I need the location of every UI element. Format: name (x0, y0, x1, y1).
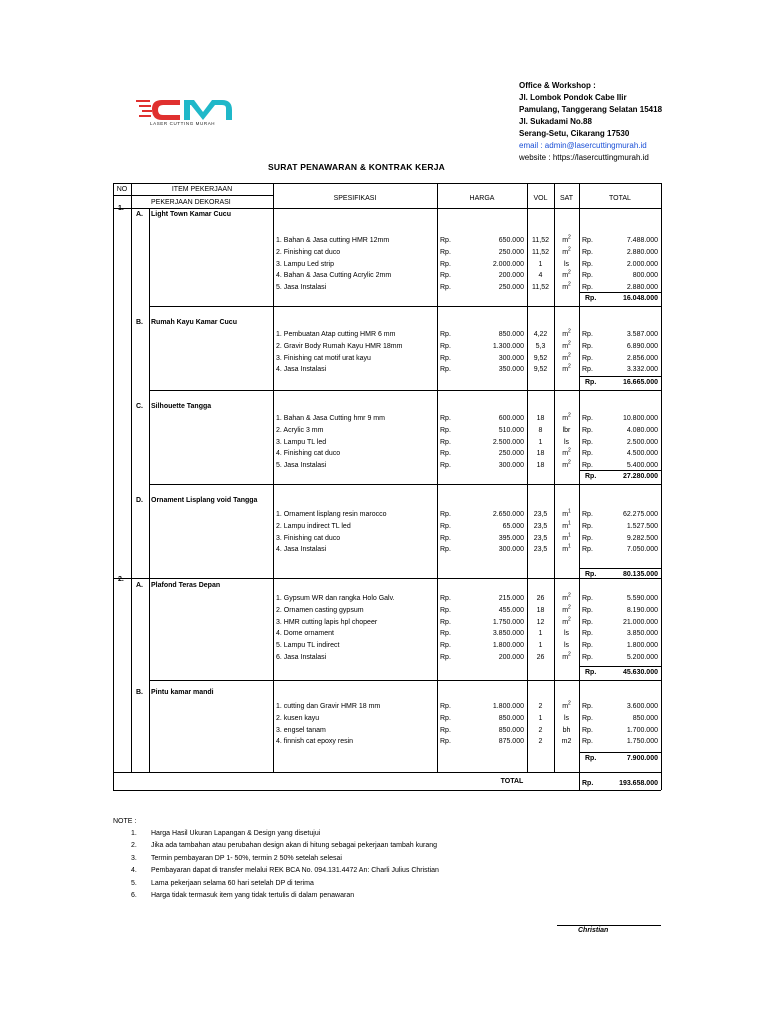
table-rule (149, 484, 661, 485)
item-vol: 23,5 (533, 546, 548, 554)
item-total: 7.488.000 (626, 237, 658, 244)
item-spec: 1. Pembuatan Atap cutting HMR 6 mm (276, 331, 396, 338)
item-total: 5.590.000 (626, 595, 658, 602)
item-sat: $m^2$ (562, 459, 571, 470)
subtotal-rp: Rp. (585, 379, 597, 386)
table-rule (579, 376, 661, 377)
table-rule (273, 183, 274, 772)
item-sat: $m^2$ (562, 364, 571, 374)
item-harga: 510.000 (498, 426, 524, 434)
table-rule (579, 292, 661, 293)
item-sat: $m^2$ (562, 700, 571, 710)
item-harga: 65.000 (502, 522, 524, 530)
group-name: Plafond Teras Depan (151, 582, 221, 589)
item-total-rp: Rp. (582, 642, 593, 650)
item-vol: 12 (536, 618, 545, 626)
item-vol: 9,52 (533, 366, 548, 374)
subtotal: 45.630.000 (622, 669, 658, 676)
note-number: 4. (131, 867, 137, 875)
item-rp: Rp. (440, 450, 451, 458)
item-spec: 4. Jasa Instalasi (276, 366, 327, 374)
item-rp: Rp. (440, 438, 451, 446)
item-total-rp: Rp. (582, 354, 593, 362)
item-rp: Rp. (440, 714, 451, 722)
item-sat: $m^2$ (562, 592, 571, 602)
item-total-rp: Rp. (582, 415, 593, 422)
item-vol: 11,52 (532, 284, 549, 292)
table-rule (579, 666, 661, 667)
item-sat: $m^2$ (562, 281, 571, 292)
item-vol: 26 (536, 595, 545, 602)
item-rp: Rp. (440, 462, 451, 470)
item-spec: 3. engsel tanam (276, 726, 326, 734)
item-total-rp: Rp. (582, 534, 593, 542)
item-sat: $m^2$ (562, 328, 571, 338)
item-rp: Rp. (440, 618, 451, 626)
subtotal-rp: Rp. (585, 295, 597, 302)
item-harga: 1.300.000 (492, 342, 524, 350)
item-spec: 2. kusen kayu (276, 714, 320, 722)
item-spec: 2. Acrylic 3 mm (276, 426, 324, 434)
item-vol: 23,5 (533, 522, 548, 530)
item-total: 2.856.000 (626, 354, 658, 362)
item-rp: Rp. (440, 511, 451, 518)
item-vol: 23,5 (533, 534, 548, 542)
item-sat: $m^1$ (562, 508, 571, 518)
table-rule (579, 183, 580, 790)
item-harga: 200.000 (498, 272, 524, 280)
item-spec: 1. Bahan & Jasa cutting HMR 12mm (276, 237, 390, 244)
item-harga: 1.750.000 (492, 618, 524, 626)
grand-total-value: 193.658.000 (619, 780, 658, 787)
table-rule (579, 752, 661, 753)
group-letter: A. (136, 582, 143, 589)
item-harga: 850.000 (498, 331, 524, 338)
table-rule (113, 183, 114, 790)
item-total-rp: Rp. (582, 260, 593, 268)
item-rp: Rp. (440, 415, 451, 422)
item-vol: 1 (538, 630, 543, 638)
item-rp: Rp. (440, 642, 451, 650)
item-rp: Rp. (440, 546, 451, 554)
item-spec: 2. Lampu indirect TL led (276, 522, 351, 530)
item-total: 21.000.000 (622, 618, 658, 626)
item-spec: 4. Jasa Instalasi (276, 546, 327, 554)
item-rp: Rp. (440, 726, 451, 734)
item-harga: 1.800.000 (492, 703, 524, 710)
item-harga: 350.000 (498, 366, 524, 374)
item-sat: lbr (562, 426, 571, 434)
item-spec: 4. finnish cat epoxy resin (276, 738, 354, 746)
item-total-rp: Rp. (582, 366, 593, 374)
item-total-rp: Rp. (582, 618, 593, 626)
item-spec: 3. Finishing cat motif urat kayu (276, 354, 371, 362)
item-sat: ls (563, 642, 570, 650)
item-sat: $m^2$ (562, 651, 571, 661)
item-sat: $m^2$ (562, 352, 571, 362)
subtotal: 27.280.000 (622, 473, 658, 480)
item-rp: Rp. (440, 260, 451, 268)
group-letter: B. (136, 689, 143, 696)
item-rp: Rp. (440, 703, 451, 710)
item-spec: 2. Finishing cat duco (276, 248, 341, 256)
item-total-rp: Rp. (582, 703, 593, 710)
item-rp: Rp. (440, 654, 451, 661)
header-spec: SPESIFIKASI (333, 195, 377, 202)
item-total: 7.050.000 (626, 546, 658, 554)
item-vol: 18 (536, 462, 545, 470)
item-total: 2.500.000 (626, 438, 658, 446)
item-spec: 5. Jasa Instalasi (276, 284, 327, 292)
item-spec: 3. Lampu Led strip (276, 260, 334, 268)
item-rp: Rp. (440, 426, 451, 434)
item-rp: Rp. (440, 272, 451, 280)
website-link[interactable]: https://lasercuttingmurah.id (552, 153, 649, 162)
item-sat: ls (563, 438, 570, 446)
group-name: Ornament Lisplang void Tangga (151, 497, 258, 504)
item-spec: 2. Gravir Body Rumah Kayu HMR 18mm (276, 342, 403, 350)
item-total: 3.332.000 (626, 366, 658, 374)
item-spec: 3. HMR cutting lapis hpl chopeer (276, 618, 378, 626)
item-rp: Rp. (440, 366, 451, 374)
item-total-rp: Rp. (582, 342, 593, 350)
item-harga: 250.000 (498, 450, 524, 458)
office-line: Jl. Sukadami No.88 (519, 117, 592, 126)
item-vol: 18 (536, 606, 545, 614)
website-label: website : (519, 153, 551, 162)
group-letter: D. (136, 497, 143, 504)
item-harga: 1.800.000 (492, 642, 524, 650)
email-link[interactable]: admin@lasercuttingmurah.id (544, 141, 647, 150)
signature-name: Christian (578, 927, 609, 934)
table-rule (149, 680, 661, 681)
subtotal: 16.048.000 (622, 295, 658, 302)
item-total-rp: Rp. (582, 426, 593, 434)
email-label: email : (519, 141, 543, 150)
item-total-rp: Rp. (582, 272, 593, 280)
item-total-rp: Rp. (582, 714, 593, 722)
note-number: 6. (131, 892, 137, 899)
item-harga: 600.000 (498, 415, 524, 422)
table-rule (579, 470, 661, 471)
item-spec: 5. Jasa Instalasi (276, 462, 327, 470)
group-number: 1. (118, 205, 124, 212)
table-rule (149, 390, 661, 391)
item-vol: 4 (538, 272, 543, 280)
item-harga: 3.850.000 (492, 630, 524, 638)
table-rule (527, 183, 528, 772)
group-letter: A. (136, 211, 143, 218)
item-sat: $m^1$ (562, 520, 571, 530)
group-letter: C. (136, 403, 143, 410)
item-vol: 2 (538, 703, 543, 710)
item-total-rp: Rp. (582, 522, 593, 530)
item-harga: 300.000 (498, 462, 524, 470)
item-spec: 1. cutting dan Gravir HMR 18 mm (276, 703, 381, 710)
item-vol: 2 (538, 738, 543, 746)
item-spec: 4. Dome ornament (276, 630, 334, 638)
note-text: Termin pembayaran DP 1- 50%, termin 2 50% setelah selesai (151, 854, 342, 862)
item-spec: 1. Bahan & Jasa Cutting hmr 9 mm (276, 415, 385, 422)
note-text: Lama pekerjaan selama 60 hari setelah DP di terima (151, 879, 314, 887)
item-vol: 18 (536, 450, 545, 458)
subtotal: 7.900.000 (626, 755, 658, 762)
table-rule (554, 183, 555, 772)
item-rp: Rp. (440, 248, 451, 256)
item-spec: 1. Gypsum WR dan rangka Holo Galv. (276, 595, 395, 602)
item-total: 5.200.000 (626, 654, 658, 661)
group-number: 2. (118, 576, 124, 583)
item-rp: Rp. (440, 237, 451, 244)
table-rule (113, 195, 273, 196)
item-spec: 5. Lampu TL indirect (276, 642, 340, 650)
logo-tagline: LASER CUTTING MURAH (150, 121, 216, 126)
item-total-rp: Rp. (582, 546, 593, 554)
subtotal-rp: Rp. (585, 571, 597, 578)
item-rp: Rp. (440, 354, 451, 362)
item-sat: $m^2$ (562, 234, 571, 244)
item-harga: 200.000 (498, 654, 524, 661)
item-spec: 3. Finishing cat duco (276, 534, 341, 542)
table-rule (113, 208, 273, 209)
note-text: Pembayaran dapat di transfer melalui REK BCA No. 094.131.4472 An: Charli Julius Christian (151, 867, 439, 875)
item-sat: $m^1$ (562, 544, 571, 554)
item-total: 1.527.500 (626, 522, 658, 530)
item-harga: 455.000 (498, 606, 524, 614)
item-sat: $m^2$ (562, 270, 571, 280)
table-rule (131, 183, 132, 772)
item-rp: Rp. (440, 534, 451, 542)
header-vol: VOL (533, 195, 548, 202)
item-harga: 875.000 (498, 738, 524, 746)
item-vol: 1 (538, 438, 543, 446)
document-title: SURAT PENAWARAN & KONTRAK KERJA (268, 162, 445, 172)
item-harga: 300.000 (498, 546, 524, 554)
grand-total-rp: Rp. (582, 780, 594, 787)
item-total-rp: Rp. (582, 331, 593, 338)
item-total-rp: Rp. (582, 606, 593, 614)
signature-line (557, 925, 661, 926)
item-total-rp: Rp. (582, 654, 593, 661)
item-total: 6.890.000 (626, 342, 658, 350)
item-total: 4.500.000 (626, 450, 658, 458)
group-name: Silhouette Tangga (151, 403, 212, 410)
item-sat: $m^2$ (562, 448, 571, 458)
item-harga: 2.650.000 (492, 511, 524, 518)
table-rule (661, 183, 662, 790)
item-total-rp: Rp. (582, 438, 593, 446)
item-rp: Rp. (440, 331, 451, 338)
item-harga: 850.000 (498, 726, 524, 734)
subtotal-rp: Rp. (585, 669, 597, 676)
item-vol: 1 (538, 642, 543, 650)
item-vol: 9,52 (533, 354, 548, 362)
table-rule (437, 183, 438, 772)
item-rp: Rp. (440, 595, 451, 602)
table-rule (113, 790, 661, 791)
item-total: 10.800.000 (622, 415, 658, 422)
item-harga: 2.000.000 (492, 260, 524, 268)
group-letter: B. (136, 319, 143, 326)
group-name: Rumah Kayu Kamar Cucu (151, 319, 237, 326)
item-total-rp: Rp. (582, 738, 593, 746)
item-vol: 11,52 (532, 237, 549, 244)
item-total-rp: Rp. (582, 726, 593, 734)
header-item: ITEM PEKERJAAN (171, 186, 233, 193)
subtotal: 16.665.000 (622, 379, 658, 386)
item-sat: $m^2$ (562, 340, 571, 350)
item-total: 3.587.000 (626, 331, 658, 338)
subtotal-rp: Rp. (585, 755, 597, 762)
item-total-rp: Rp. (582, 237, 593, 244)
office-line: Office & Workshop : (519, 81, 596, 90)
item-total: 3.600.000 (626, 703, 658, 710)
office-line: Jl. Lombok Pondok Cabe Ilir (519, 93, 627, 102)
item-sat: $m^2$ (562, 616, 571, 626)
table-rule (579, 568, 661, 569)
notes-label: NOTE : (113, 818, 137, 825)
item-rp: Rp. (440, 522, 451, 530)
item-total-rp: Rp. (582, 630, 593, 638)
item-sat: $m^1$ (562, 532, 571, 542)
item-total: 1.700.000 (626, 726, 658, 734)
item-total-rp: Rp. (582, 462, 593, 470)
item-rp: Rp. (440, 342, 451, 350)
note-number: 2. (131, 842, 137, 850)
note-text: Jika ada tambahan atau perubahan design akan di hitung sebagai pekerjaan tambah kurang (151, 842, 438, 850)
note-number: 5. (131, 879, 137, 887)
item-vol: 5,3 (535, 342, 546, 350)
item-vol: 8 (538, 426, 543, 434)
item-total-rp: Rp. (582, 511, 593, 518)
group-name: Light Town Kamar Cucu (151, 211, 231, 218)
office-line: Pamulang, Tanggerang Selatan 15418 (519, 105, 663, 114)
item-vol: 11,52 (532, 248, 549, 256)
note-number: 1. (131, 830, 137, 837)
item-vol: 1 (538, 714, 543, 722)
item-harga: 250.000 (498, 284, 524, 292)
note-text: Harga tidak termasuk item yang tidak tertulis di dalam penawaran (151, 892, 355, 899)
subtotal-rp: Rp. (585, 473, 597, 480)
item-vol: 26 (536, 654, 545, 661)
item-sat: $m^2$ (562, 412, 571, 422)
item-vol: 18 (536, 415, 545, 422)
note-number: 3. (131, 854, 137, 862)
item-total: 8.190.000 (626, 606, 658, 614)
item-total: 2.000.000 (626, 260, 658, 268)
item-total: 9.282.500 (626, 534, 658, 542)
item-rp: Rp. (440, 630, 451, 638)
item-harga: 395.000 (498, 534, 524, 542)
item-spec: 1. Ornament lisplang resin marocco (276, 511, 387, 518)
item-total-rp: Rp. (582, 284, 593, 292)
note-text: Harga Hasil Ukuran Lapangan & Design yang disetujui (151, 830, 321, 837)
header-no: NO (116, 186, 128, 193)
item-rp: Rp. (440, 284, 451, 292)
item-spec: 4. Bahan & Jasa Cutting Acrylic 2mm (276, 272, 392, 280)
item-total: 2.880.000 (626, 284, 658, 292)
subheader: PEKERJAAN DEKORASI (151, 199, 231, 206)
item-sat: $m^2$ (562, 246, 571, 256)
item-spec: 6. Jasa Instalasi (276, 654, 327, 661)
item-harga: 650.000 (498, 237, 524, 244)
item-total: 4.080.000 (626, 426, 658, 434)
item-vol: 23,5 (533, 511, 548, 518)
table-rule (149, 208, 150, 772)
item-total-rp: Rp. (582, 595, 593, 602)
item-vol: 2 (538, 726, 543, 734)
item-total: 3.850.000 (626, 630, 658, 638)
item-harga: 250.000 (498, 248, 524, 256)
office-line: Serang-Setu, Cikarang 17530 (519, 129, 630, 138)
item-sat: $m^2$ (562, 604, 571, 614)
item-spec: 2. Ornamen casting gypsum (276, 606, 364, 614)
item-total: 5.400.000 (626, 462, 658, 470)
item-total: 1.750.000 (626, 738, 658, 746)
item-sat: m2 (561, 738, 572, 746)
group-name: Pintu kamar mandi (151, 689, 214, 696)
item-total: 62.275.000 (622, 511, 658, 518)
item-vol: 1 (538, 260, 543, 268)
header-sat: SAT (559, 195, 574, 202)
item-sat: bh (562, 726, 571, 734)
item-sat: ls (563, 714, 570, 722)
item-harga: 215.000 (498, 595, 524, 602)
item-spec: 4. Finishing cat duco (276, 450, 341, 458)
item-sat: ls (563, 630, 570, 638)
item-sat: ls (563, 260, 570, 268)
grand-total-label: TOTAL (500, 778, 524, 785)
item-vol: 4,22 (533, 331, 548, 338)
header-harga: HARGA (469, 195, 495, 202)
item-total-rp: Rp. (582, 450, 593, 458)
item-total-rp: Rp. (582, 248, 593, 256)
item-total: 1.800.000 (626, 642, 658, 650)
item-rp: Rp. (440, 738, 451, 746)
subtotal: 80.135.000 (622, 571, 658, 578)
item-total: 2.880.000 (626, 248, 658, 256)
item-rp: Rp. (440, 606, 451, 614)
item-total: 850.000 (632, 714, 658, 722)
item-harga: 850.000 (498, 714, 524, 722)
table-rule (149, 306, 661, 307)
item-total: 800.000 (632, 272, 658, 280)
item-spec: 3. Lampu TL led (276, 438, 327, 446)
header-total: TOTAL (609, 195, 631, 202)
item-harga: 2.500.000 (492, 438, 524, 446)
item-harga: 300.000 (498, 354, 524, 362)
